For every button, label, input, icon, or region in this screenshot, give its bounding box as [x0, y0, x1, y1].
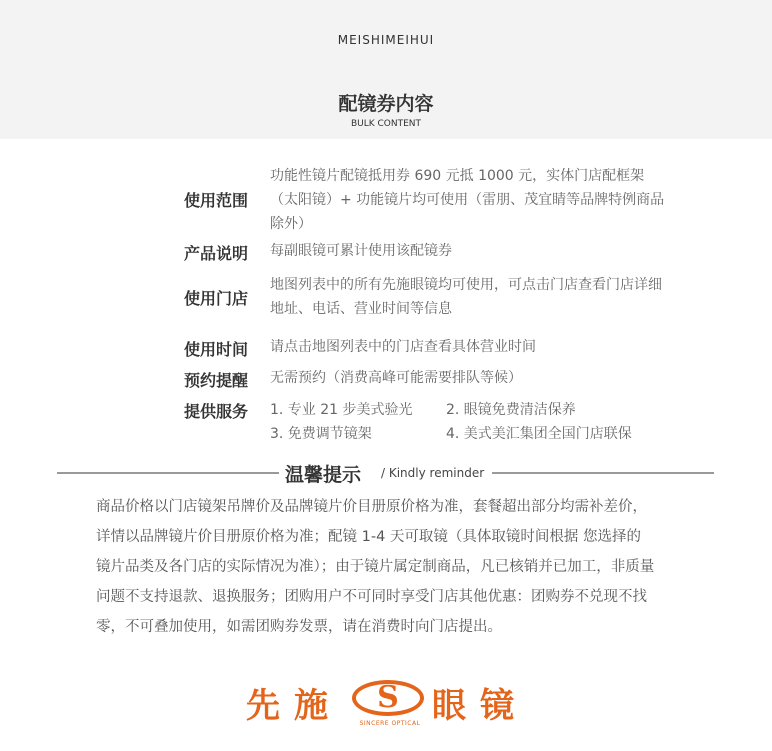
logo-subtext: SINCERE OPTICAL	[359, 720, 421, 727]
logo-char: 眼	[432, 686, 466, 726]
section-title: 配镜券内容	[338, 93, 434, 115]
logo-char: 镜	[480, 686, 514, 726]
brand-name: MEISHIMEIHUI	[337, 33, 435, 47]
brand-logo	[0, 672, 772, 732]
service-item: 4. 美式美汇集团全国门店联保	[446, 426, 632, 442]
reminder-line: 镜片品类及各门店的实际情况为准）；由于镜片属定制商品，凡已核销并已加工，非质量	[96, 559, 655, 575]
detail-value: 每副眼镜可累计使用该配镜券	[270, 243, 452, 259]
logo-char: 施	[294, 686, 328, 726]
detail-value: 请点击地图列表中的门店查看具体营业时间	[270, 339, 536, 355]
logo-badge-letter: S	[377, 680, 399, 715]
detail-label: 产品说明	[184, 244, 249, 263]
divider-left	[57, 472, 279, 474]
reminder-line: 问题不支持退款、退换服务；团购用户不可同时享受门店其他优惠：团购券不兑现不找	[96, 589, 647, 605]
reminder-line: 零，不可叠加使用，如需团购券发票，请在消费时向门店提出。	[96, 619, 502, 635]
header-band	[0, 0, 772, 139]
reminder-subtitle: / Kindly reminder	[381, 466, 485, 480]
detail-label: 提供服务	[184, 402, 249, 421]
detail-label: 预约提醒	[184, 371, 249, 390]
logo-badge	[352, 680, 424, 716]
detail-value: 地图列表中的所有先施眼镜均可使用，可点击门店查看门店详细地址、电话、营业时间等信息	[270, 277, 662, 317]
detail-label: 使用范围	[184, 191, 249, 210]
detail-value: 无需预约（消费高峰可能需要排队等候）	[270, 370, 522, 386]
reminder-line: 商品价格以门店镜架吊牌价及品牌镜片价目册原价格为准，套餐超出部分均需补差价，	[96, 499, 647, 515]
reminder-body	[96, 492, 692, 642]
detail-value: 功能性镜片配镜抵用券 690 元抵 1000 元，实体门店配框架（太阳镜）+ 功能镜片均可使用（雷朋、茂宜睛等品牌特例商品除外）	[270, 168, 665, 232]
reminder-line: 详情以品牌镜片价目册原价格为准；配镜 1-4 天可取镜（具体取镜时间根据 您选择的	[96, 529, 642, 545]
divider-right	[492, 472, 714, 474]
service-item: 1. 专业 21 步美式验光	[270, 402, 413, 418]
detail-label: 使用时间	[184, 340, 249, 359]
reminder-title: 温馨提示	[285, 464, 362, 486]
section-subtitle: BULK CONTENT	[350, 119, 422, 129]
service-item: 3. 免费调节镜架	[270, 426, 372, 442]
service-item: 2. 眼镜免费清洁保养	[446, 402, 576, 418]
detail-label: 使用门店	[184, 289, 249, 308]
logo-char: 先	[246, 686, 280, 726]
